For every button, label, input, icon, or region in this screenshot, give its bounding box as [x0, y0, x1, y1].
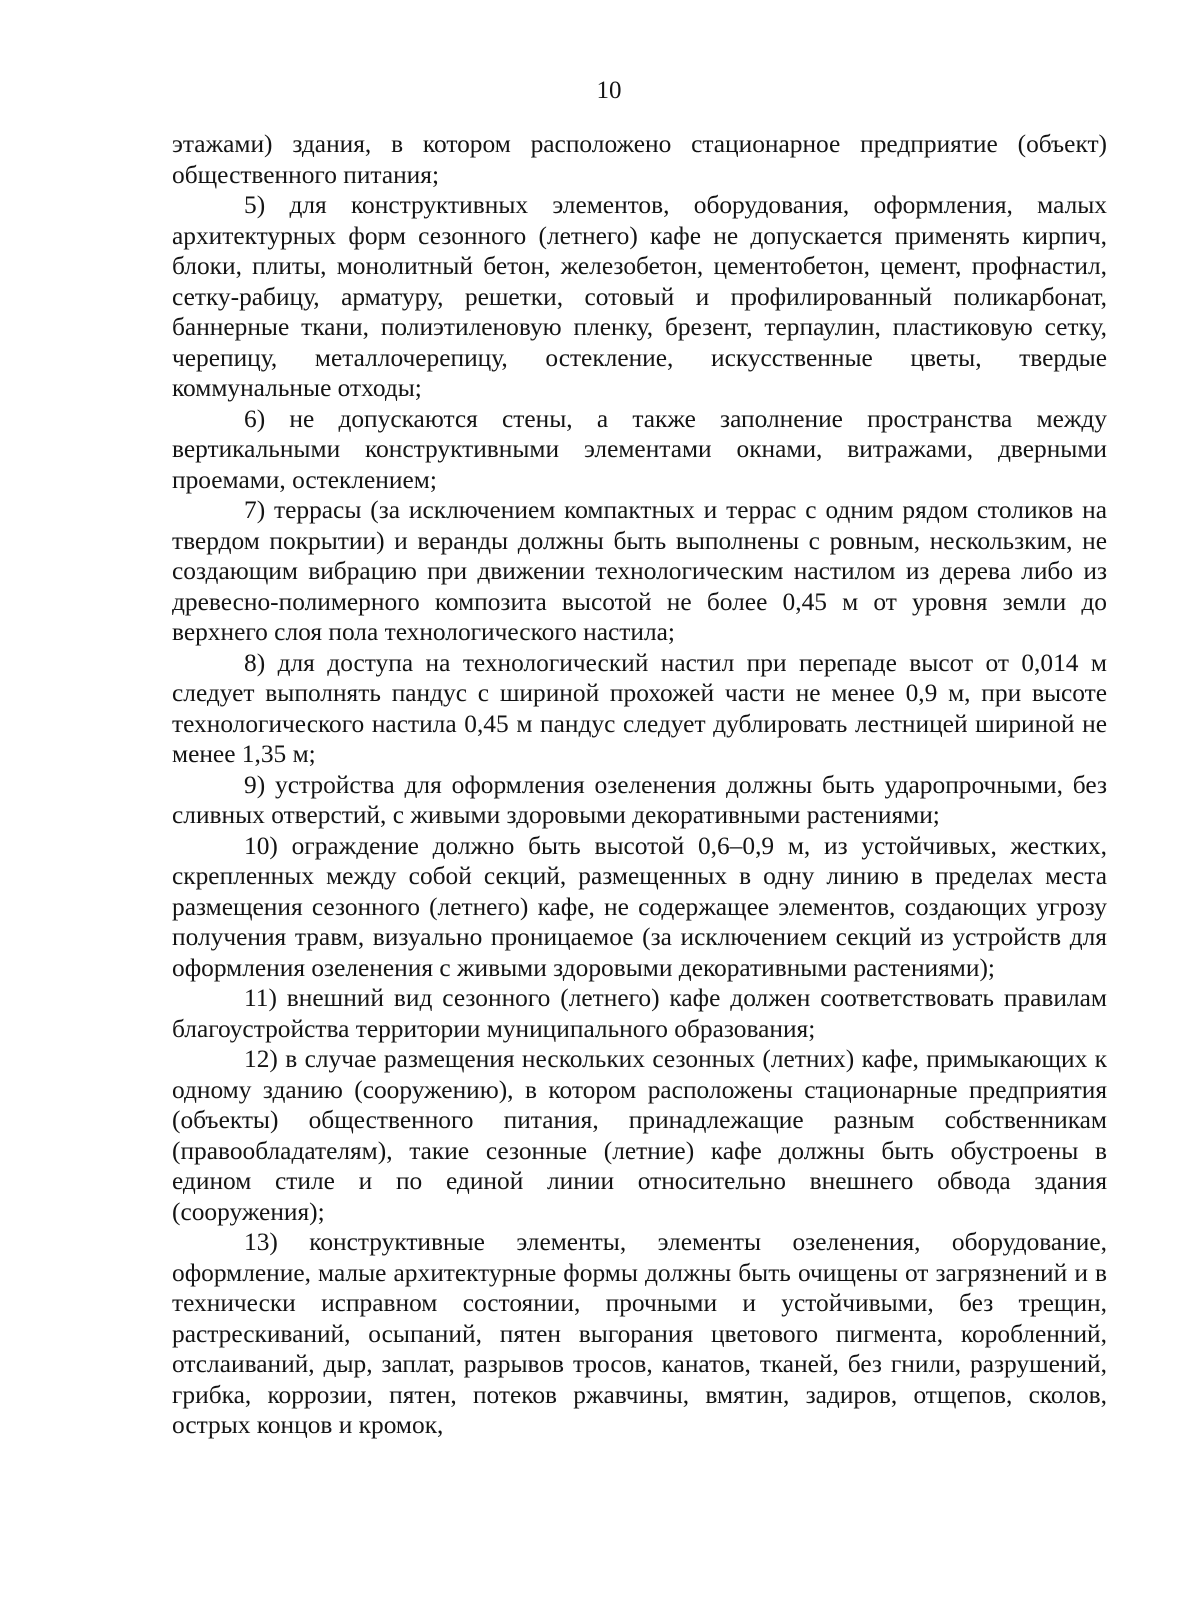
- paragraph-item-6: 6) не допускаются стены, а также заполнение пространства между вертикальными конструктивными элементами окнами, витражами, дверными проемами, остеклением;: [172, 404, 1107, 494]
- paragraph-item-8: 8) для доступа на технологический настил при перепаде высот от 0,014 м следует выполнять пандус с шириной прохожей части не менее 0,9 м, при высоте технологического настила 0,45 м пандус следует дублировать лестницей шириной не менее 1,35 м;: [172, 648, 1107, 768]
- paragraph-item-12: 12) в случае размещения нескольких сезонных (летних) кафе, примыкающих к одному зданию (сооружению), в котором расположены стационарные предприятия (объекты) общественного питания, принадлежащие разным собственникам (правообладателям), такие сезонные (летние) кафе должны быть обустроены в едином стиле и по единой линии относительно внешнего обвода здания (сооружения);: [172, 1045, 1107, 1226]
- paragraph-item-7: 7) террасы (за исключением компактных и террас с одним рядом столиков на твердом покрытии) и веранды должны быть выполнены с ровным, нескользким, не создающим вибрацию при движении технологическим настилом из дерева либо из древесно-полимерного композита высотой не более 0,45 м от уровня земли до верхнего слоя пола технологического настила;: [172, 496, 1107, 646]
- document-body: [172, 129, 1107, 1441]
- paragraph-item-5: 5) для конструктивных элементов, оборудования, оформления, малых архитектурных форм сезонного (летнего) кафе не допускается применять кирпич, блоки, плиты, монолитный бетон, железобетон, цементобетон, цемент, профнастил, сетку-рабицу, арматуру, решетки, сотовый и профилированный поликарбонат, баннерные ткани, полиэтиленовую пленку, брезент, терпаулин, пластиковую сетку, черепицу, металлочерепицу, остекление, искусственные цветы, твердые коммунальные отходы;: [172, 191, 1107, 402]
- page-number: 10: [596, 77, 622, 104]
- paragraph-item-9: 9) устройства для оформления озеленения должны быть ударопрочными, без сливных отверстий, с живыми здоровыми декоративными растениями;: [172, 770, 1107, 829]
- paragraph-continuation: этажами) здания, в котором расположено стационарное предприятие (объект) общественного питания;: [172, 130, 1107, 189]
- paragraph-item-13: 13) конструктивные элементы, элементы озеленения, оборудование, оформление, малые архитектурные формы должны быть очищены от загрязнений и в технически исправном состоянии, прочными и устойчивыми, без трещин, растрескиваний, осыпаний, пятен выгорания цветового пигмента, коробленний, отслаиваний, дыр, заплат, разрывов тросов, канатов, тканей, без гнили, разрушений, грибка, коррозии, пятен, потеков ржавчины, вмятин, задиров, отщепов, сколов, острых концов и кромок,: [172, 1228, 1107, 1439]
- paragraph-item-10: 10) ограждение должно быть высотой 0,6–0,9 м, из устойчивых, жестких, скрепленных между собой секций, размещенных в одну линию в пределах места размещения сезонного (летнего) кафе, не содержащее элементов, создающих угрозу получения травм, визуально проницаемое (за исключением секций из устройств для оформления озеленения с живыми здоровыми декоративными растениями);: [172, 831, 1107, 982]
- paragraph-item-11: 11) внешний вид сезонного (летнего) кафе должен соответствовать правилам благоустройства территории муниципального образования;: [172, 984, 1107, 1043]
